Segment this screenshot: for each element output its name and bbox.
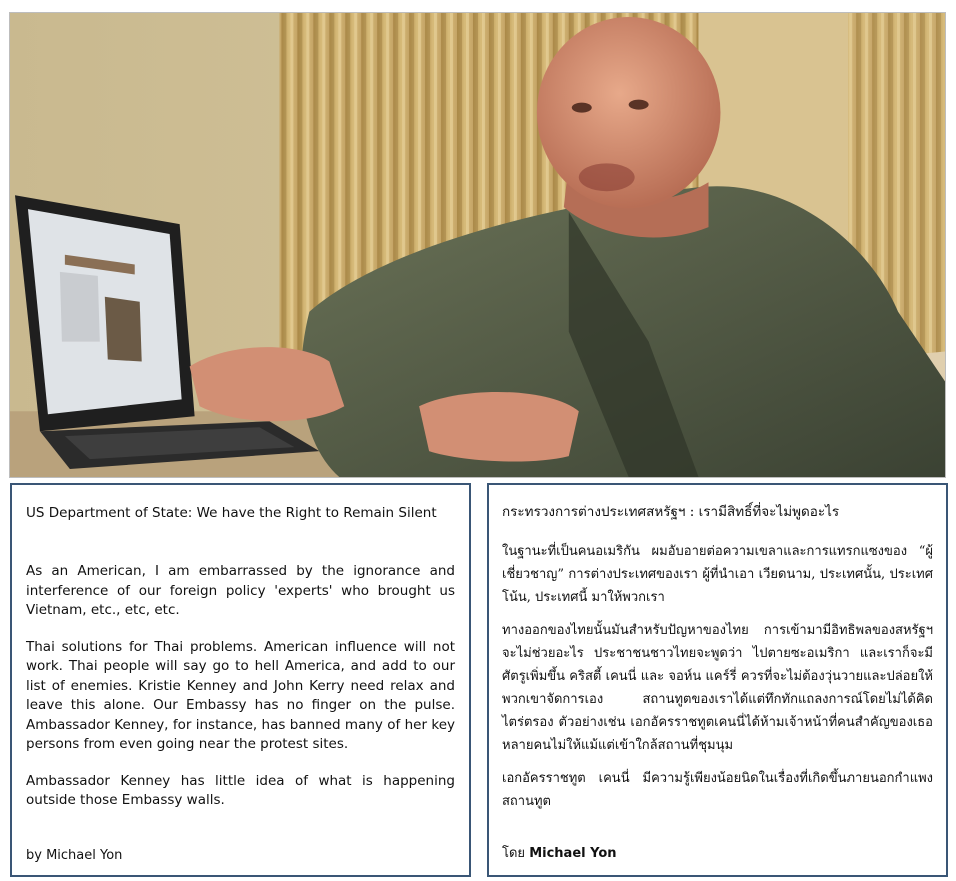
english-byline: by Michael Yon xyxy=(26,848,123,863)
thai-byline-prefix: โดย xyxy=(502,846,526,861)
photo-illustration xyxy=(10,13,945,477)
header-photo xyxy=(9,12,946,478)
english-paragraph: Thai solutions for Thai problems. American influence will not work. Thai people will say go to hell America, and add to our list of enemies. Kristie Kenney and John Kerry need relax and leave this alone. Our Embassy has no finger on the pulse. Ambassador Kenney, for instance, has banned many of her key persons from even going near the protest sites. xyxy=(26,638,455,752)
english-title: US Department of State: We have the Right to Remain Silent xyxy=(26,505,437,521)
thai-paragraph: ในฐานะที่เป็นคนอเมริกัน ผมอับอายต่อความเขลาและการแทรกแซงของ “ผู้เชี่ยวชาญ” การต่างประเทศของเรา ผู้ที่นำเอา เวียดนาม, ประเทศนั้น, ประเทศโน้น, ประเทศนี้ มาให้พวกเรา xyxy=(502,544,933,605)
thai-byline-name: Michael Yon xyxy=(529,846,617,861)
thai-paragraph: เอกอัครราชทูต เคนนี่ มีความรู้เพียงน้อยนิดในเรื่องที่เกิดขึ้นภายนอกกำแพงสถานทูต xyxy=(502,771,933,809)
thai-paragraph: ทางออกของไทยนั้นมันสำหรับปัญหาของไทย การเข้ามามีอิทธิพลของสหรัฐฯจะไม่ช่วยอะไร ประชาชนชาวไทยจะพูดว่า ไปตายซะอเมริกา และเราก็จะมีศัตรูเพิ่มขึ้น คริสตี้ เคนนี่ และ จอห์น แคร์รี่ ควรที่จะไม่ต้องวุ่นวายและปล่อยให้พวกเขาจัดการเอง สถานทูตของเราได้แต่ทึกทักแถลงการณ์โดยไม่ได้คิดไตร่ตรอง ตัวอย่างเช่น เอกอัครราชทูตเคนนี่ได้ห้ามเจ้าหน้าที่คนสำคัญของเธอหลายคนไม่ให้แม้แต่เข้าใกล้สถานที่ชุมนุม xyxy=(502,623,933,753)
thai-text-panel xyxy=(487,483,948,877)
english-paragraph: Ambassador Kenney has little idea of what is happening outside those Embassy walls. xyxy=(26,772,455,808)
english-text-panel xyxy=(10,483,471,877)
thai-byline xyxy=(502,842,617,863)
english-paragraph: As an American, I am embarrassed by the ignorance and interference of our foreign policy 'experts' who brought us Vietnam, etc., etc, etc. xyxy=(26,563,455,618)
thai-title: กระทรวงการต่างประเทศสหรัฐฯ : เรามีสิทธิ์ที่จะไม่พูดอะไร xyxy=(502,504,840,520)
